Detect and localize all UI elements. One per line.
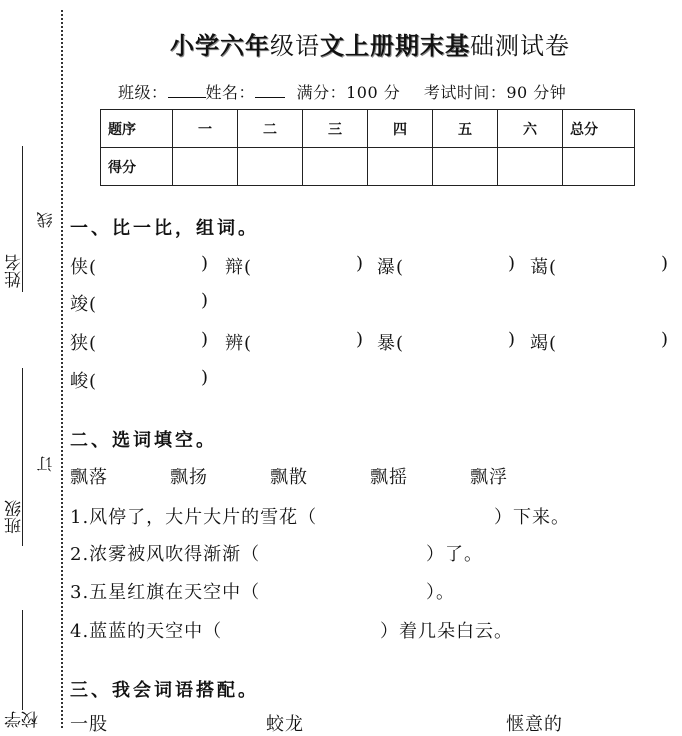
info-name-label: 姓名： [205,83,256,102]
class-blank-line [22,368,23,546]
q2-text-before: 2.浓雾被风吹得渐渐（ [70,544,261,565]
char-bian: 辩( [225,257,253,278]
paren-close: ) [508,253,517,274]
paren-close: ) [201,329,210,350]
header-cell: 五 [433,110,498,148]
paren-close: ) [661,329,670,350]
info-class-label: 班级： [118,83,168,102]
score-cell[interactable] [498,148,563,186]
section3-items [70,710,670,734]
score-cell[interactable] [563,148,635,186]
title-part-4: 础测试卷 [470,32,570,60]
title-part-2: 级语 [270,32,320,60]
word-bank-item: 飘落 [70,467,108,488]
q1-text-after: ）下来。 [494,507,570,528]
sidebar-class-label: 班级 [5,500,25,534]
char-ai: 蔼( [530,257,558,278]
char-jie: 竭( [530,333,558,354]
title-part-3: 文上册期末基 [320,32,470,60]
header-cell: 二 [238,110,303,148]
match-item: 蛟龙 [266,714,304,735]
q3-text-after: ）。 [426,582,455,603]
q2-text-after: ）了。 [426,544,483,565]
paren-close: ) [661,253,670,274]
char-jun: 竣( [70,294,98,315]
q3-text-before: 3.五星红旗在天空中（ [70,582,261,603]
score-cell[interactable] [303,148,368,186]
header-cell: 总分 [563,110,635,148]
title-part-1: 小学六年 [170,32,270,60]
score-table-header-row [101,110,635,148]
paren-close: ) [356,329,365,350]
word-bank-item: 飘扬 [170,467,208,488]
info-class-blank[interactable] [168,83,206,98]
section1-row1b [70,290,270,314]
tick-bind-char: 订 [36,456,55,472]
section2-q4 [70,617,670,641]
section2-heading: 二、选词填空。 [70,430,217,451]
paren-close: ) [201,253,210,274]
section1-row2 [70,329,680,353]
info-name-blank[interactable] [255,83,285,98]
char-jun2: 峻( [70,371,98,392]
word-bank-item: 飘浮 [470,467,508,488]
paren-close: ) [201,367,210,388]
section2-word-bank [70,463,570,487]
char-pu: 瀑( [377,257,405,278]
word-bank-item: 飘散 [270,467,308,488]
binding-margin [0,0,64,728]
q1-text-before: 1.风停了，大片大片的雪花（ [70,507,318,528]
header-cell: 四 [368,110,433,148]
match-item: 惬意的 [506,714,563,735]
section2-q1 [70,503,670,527]
info-exam-time: 考试时间：90 分钟 [423,83,567,102]
tick-line-char: 线 [36,212,55,228]
name-blank-line [22,146,23,292]
score-table-score-row [101,148,635,186]
paren-close: ) [508,329,517,350]
exam-info [118,80,566,103]
match-item: 一股 [70,714,108,735]
char-bian2: 辨( [225,333,253,354]
school-blank-line [22,610,23,710]
header-cell: 题序 [101,110,173,148]
score-row-label: 得分 [101,148,173,186]
header-cell: 六 [498,110,563,148]
score-cell[interactable] [173,148,238,186]
score-cell[interactable] [433,148,498,186]
sidebar-name-label: 姓名 [5,254,25,288]
section1-row2b [70,367,270,391]
paren-close: ) [356,253,365,274]
char-xia: 侠( [70,257,98,278]
char-bao: 暴( [377,333,405,354]
section2-q3 [70,578,670,602]
score-table [100,109,635,186]
section1-heading: 一、比一比，组词。 [70,218,259,239]
page-title [110,26,630,61]
q4-text-after: ）着几朵白云。 [380,621,513,642]
paren-close: ) [201,290,210,311]
score-cell[interactable] [238,148,303,186]
info-full-score: 满分：100 分 [296,83,401,102]
section3-heading: 三、我会词语搭配。 [70,680,259,701]
sidebar-school-label: 学校 [5,711,42,728]
header-cell: 三 [303,110,368,148]
char-xia2: 狭( [70,333,98,354]
section2-q2 [70,540,670,564]
q4-text-before: 4.蓝蓝的天空中（ [70,621,223,642]
score-cell[interactable] [368,148,433,186]
header-cell: 一 [173,110,238,148]
dotted-cut-line [61,10,63,728]
word-bank-item: 飘摇 [370,467,408,488]
section1-row1 [70,253,680,277]
